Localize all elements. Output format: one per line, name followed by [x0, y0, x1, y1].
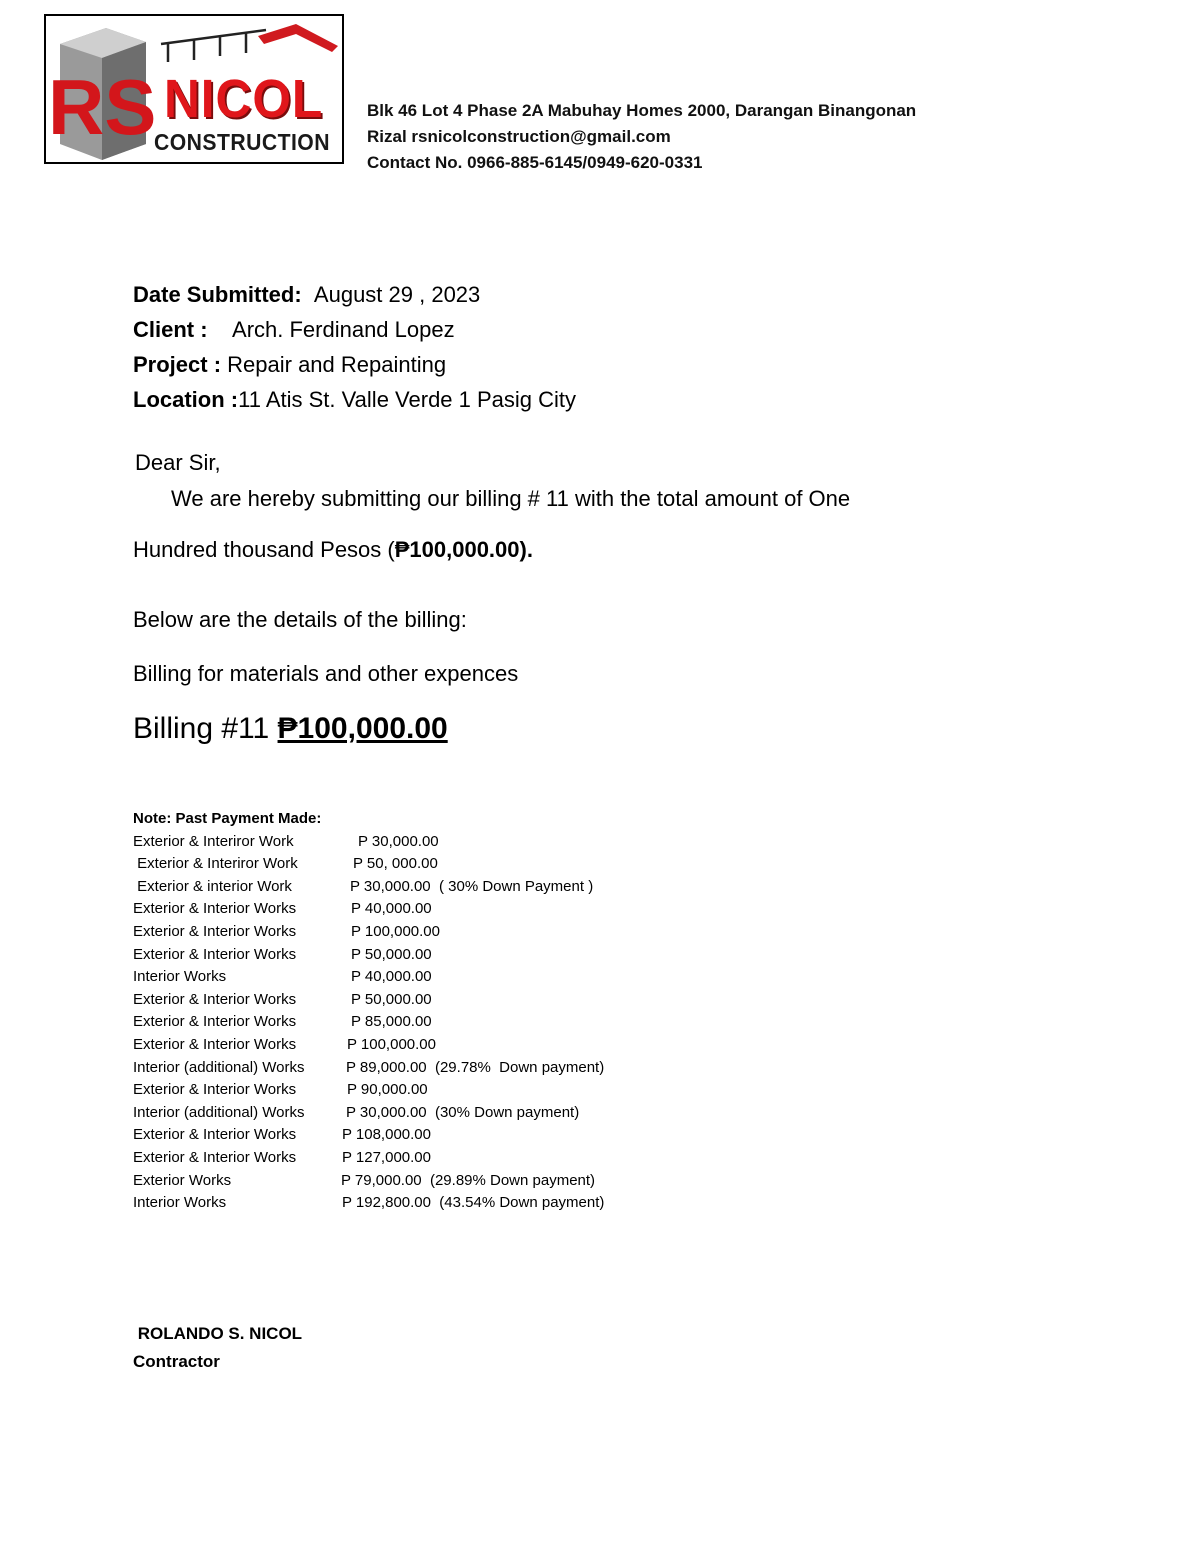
logo-brand-name: NICOL	[164, 69, 324, 129]
billing-fields	[133, 277, 576, 417]
payment-description: Exterior & Interiror Work	[133, 832, 294, 850]
project-row	[133, 347, 576, 382]
payment-description: Exterior & Interior Works	[133, 1013, 297, 1031]
payment-description: Exterior & Interior Works	[133, 1148, 297, 1166]
payment-description: Interior Works	[133, 968, 227, 986]
contact-numbers: Contact No. 0966-885-6145/0949-620-0331	[367, 153, 703, 172]
address-line-2: Rizal rsnicolconstruction@gmail.com	[367, 127, 671, 146]
client-value: Arch. Ferdinand Lopez	[232, 317, 455, 342]
location-value: 11 Atis St. Valle Verde 1 Pasig City	[238, 387, 577, 412]
payment-description: Interior (additional) Works	[133, 1103, 305, 1121]
payment-amount: P 30,000.00 ( 30% Down Payment )	[350, 877, 594, 895]
project-label: Project :	[133, 352, 222, 377]
payment-row	[133, 1102, 580, 1125]
company-contact-block	[367, 98, 916, 176]
billing-summary	[133, 712, 448, 746]
payment-row	[133, 1170, 596, 1193]
signatory-title: Contractor	[133, 1352, 220, 1371]
salutation: Dear Sir,	[135, 450, 221, 475]
location-row	[133, 382, 576, 417]
payment-row	[133, 898, 432, 921]
date-label: Date Submitted:	[133, 282, 302, 307]
payment-description: Exterior & Interiror Work	[133, 855, 298, 873]
payment-row	[133, 921, 440, 944]
payment-row	[133, 1079, 428, 1102]
billing-for-text: Billing for materials and other expences	[133, 661, 519, 686]
date-value: August 29 , 2023	[313, 282, 481, 307]
past-payments-note: Note: Past Payment Made:	[133, 810, 322, 827]
client-row	[133, 312, 576, 347]
billing-label: Billing #11	[133, 712, 278, 745]
payment-amount: P 50,000.00	[351, 990, 432, 1008]
payment-amount: P 90,000.00	[347, 1081, 428, 1099]
payment-row	[133, 831, 439, 854]
payment-description: Exterior & Interior Works	[133, 900, 297, 918]
payment-amount: P 30,000.00	[358, 832, 439, 850]
letter-body-line-2-text: Hundred thousand Pesos (	[133, 537, 395, 562]
past-payments-list	[133, 831, 605, 1215]
payment-amount: P 50,000.00	[351, 945, 432, 963]
payment-amount: P 30,000.00 (30% Down payment)	[346, 1103, 580, 1121]
payment-description: Exterior & interior Work	[133, 877, 292, 895]
company-logo	[44, 14, 344, 164]
client-label: Client :	[133, 317, 208, 342]
signatory-name: ROLANDO S. NICOL	[133, 1324, 303, 1343]
payment-description: Exterior & Interior Works	[133, 945, 297, 963]
payment-row	[133, 944, 432, 967]
payment-description: Interior Works	[133, 1194, 227, 1212]
project-value: Repair and Repainting	[227, 352, 447, 377]
date-row	[133, 277, 576, 312]
payment-amount: P 79,000.00 (29.89% Down payment)	[341, 1171, 596, 1189]
payment-row	[133, 876, 594, 899]
payment-amount: P 85,000.00	[351, 1013, 432, 1031]
payment-amount: P 89,000.00 (29.78% Down payment)	[346, 1058, 605, 1076]
signature-block	[133, 1320, 302, 1376]
payment-row	[133, 1034, 436, 1057]
payment-amount: P 50, 000.00	[353, 855, 438, 873]
billing-amount: ₱100,000.00	[277, 712, 448, 745]
payment-description: Exterior & Interior Works	[133, 1035, 297, 1053]
payment-row	[133, 1057, 605, 1080]
payment-amount: P 192,800.00 (43.54% Down payment)	[342, 1194, 605, 1212]
payment-row	[133, 1124, 431, 1147]
payment-row	[133, 1011, 432, 1034]
payment-description: Exterior Works	[133, 1171, 232, 1189]
payment-amount: P 40,000.00	[351, 968, 432, 986]
payment-description: Interior (additional) Works	[133, 1058, 305, 1076]
payment-amount: P 40,000.00	[351, 900, 432, 918]
payment-description: Exterior & Interior Works	[133, 990, 297, 1008]
address-line-1: Blk 46 Lot 4 Phase 2A Mabuhay Homes 2000, Darangan Binangonan	[367, 101, 917, 120]
payment-row	[133, 1147, 431, 1170]
payment-amount: P 108,000.00	[342, 1126, 431, 1144]
payment-amount: P 100,000.00	[347, 1035, 436, 1053]
payment-row	[133, 853, 438, 876]
payment-description: Exterior & Interior Works	[133, 922, 297, 940]
payment-amount: P 127,000.00	[342, 1148, 431, 1166]
letter-body-line-1: We are hereby submitting our billing # 11 with the total amount of One	[171, 486, 851, 511]
payment-row	[133, 989, 432, 1012]
payment-amount: P 100,000.00	[351, 922, 440, 940]
logo-initials: RS	[48, 63, 157, 151]
payment-description: Exterior & Interior Works	[133, 1126, 297, 1144]
payment-row	[133, 966, 432, 989]
logo-brand-tagline: CONSTRUCTION	[154, 129, 330, 155]
letter-total-amount: ₱100,000.00).	[394, 537, 533, 562]
past-payments	[133, 808, 605, 1215]
details-intro: Below are the details of the billing:	[133, 607, 467, 632]
payment-row	[133, 1192, 605, 1215]
letter-body-line-2	[133, 537, 533, 563]
location-label: Location :	[133, 387, 239, 412]
payment-description: Exterior & Interior Works	[133, 1081, 297, 1099]
